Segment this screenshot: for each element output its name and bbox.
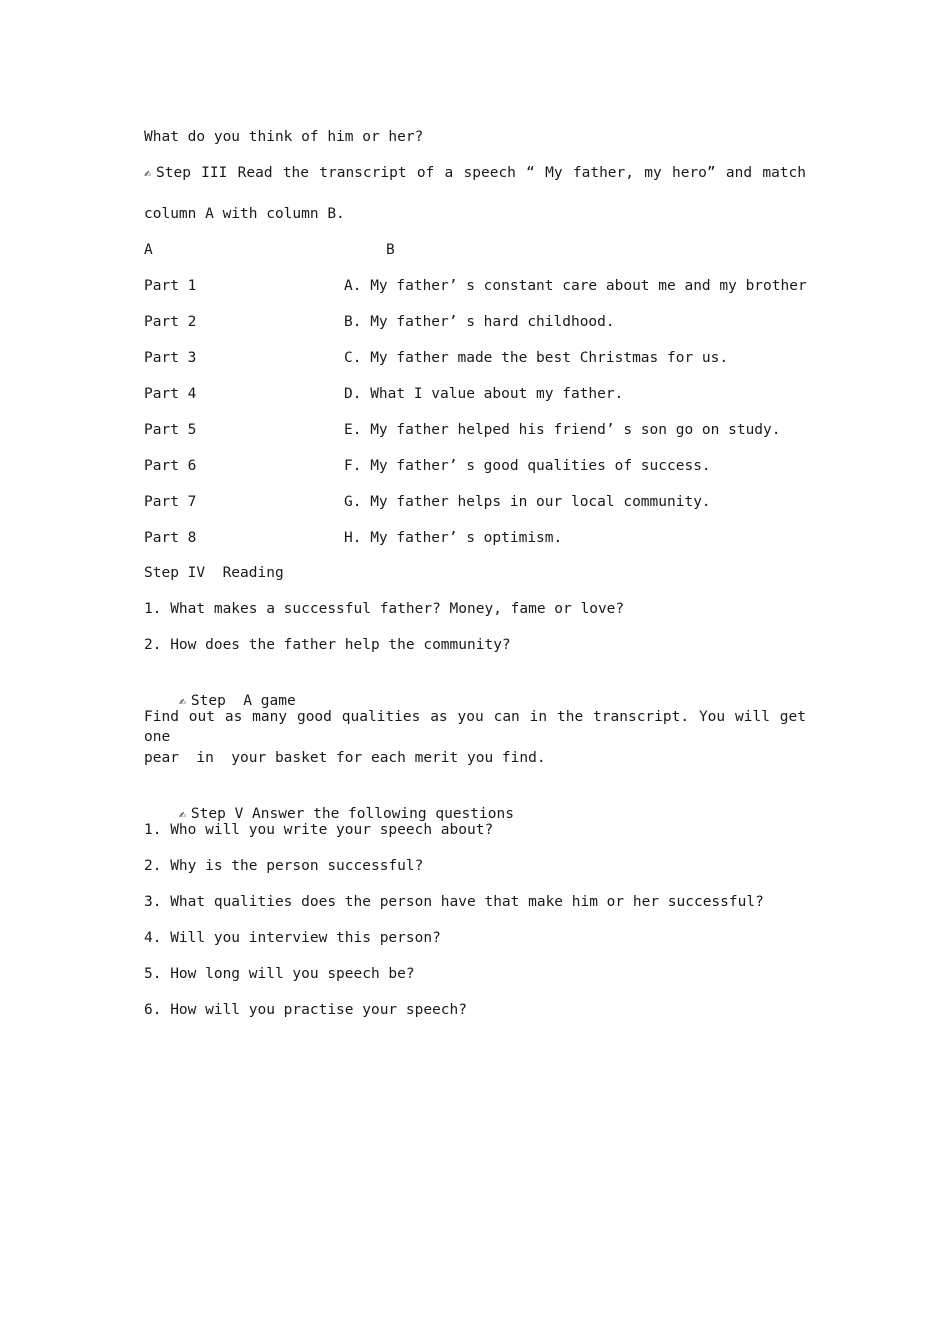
description: H. My father’ s optimism. <box>344 530 563 546</box>
match-row <box>144 492 844 512</box>
column-b-header: B <box>386 242 395 258</box>
part-label: Part 2 <box>144 314 197 330</box>
description: F. My father’ s good qualities of success. <box>344 458 711 474</box>
part-label: Part 6 <box>144 458 197 474</box>
step5-question: 6. How will you practise your speech? <box>144 1002 468 1018</box>
intro-question: What do you think of him or her? <box>144 129 424 145</box>
pencil-hand-icon: ✍ <box>178 694 187 708</box>
pencil-hand-icon: ✍ <box>178 807 187 821</box>
step5-question: 2. Why is the person successful? <box>144 858 424 874</box>
match-row <box>144 456 844 476</box>
game-instruction-line2: pear in your basket for each merit you find. <box>144 750 546 766</box>
part-label: Part 3 <box>144 350 197 366</box>
pencil-hand-icon: ✍ <box>144 166 152 180</box>
description: E. My father helped his friend’ s son go on study. <box>344 422 781 438</box>
step5-question: 5. How long will you speech be? <box>144 966 415 982</box>
step3-instruction-line1 <box>144 163 806 183</box>
column-a-header: A <box>144 242 153 258</box>
step5-question: 4. Will you interview this person? <box>144 930 441 946</box>
step3-instruction-line2: column A with column B. <box>144 206 345 222</box>
step4-title: Step IV Reading <box>144 565 284 581</box>
game-title: Step A game <box>190 693 296 709</box>
description: D. What I value about my father. <box>344 386 624 402</box>
description: B. My father’ s hard childhood. <box>344 314 615 330</box>
match-row <box>144 384 844 404</box>
match-row <box>144 528 844 548</box>
description: G. My father helps in our local community. <box>344 494 711 510</box>
part-label: Part 7 <box>144 494 197 510</box>
match-row <box>144 276 844 296</box>
step4-question: 2. How does the father help the community? <box>144 637 511 653</box>
part-label: Part 1 <box>144 278 197 294</box>
part-label: Part 4 <box>144 386 197 402</box>
match-row <box>144 420 844 440</box>
description: C. My father made the best Christmas for us. <box>344 350 729 366</box>
game-instruction-line1: Find out as many good qualities as you can in the transcript. You will get one <box>144 709 806 745</box>
step5-question: 1. Who will you write your speech about? <box>144 822 494 838</box>
step5-question: 3. What qualities does the person have that make him or her successful? <box>144 894 764 910</box>
step4-question: 1. What makes a successful father? Money, fame or love? <box>144 601 625 617</box>
match-row <box>144 348 844 368</box>
match-table-header <box>144 240 844 260</box>
step3-instruction-text: Step III Read the transcript of a speech “ My father, my hero” and match <box>156 165 806 181</box>
part-label: Part 8 <box>144 530 197 546</box>
step5-title: Step V Answer the following questions <box>190 806 514 822</box>
description: A. My father’ s constant care about me and my brother <box>344 278 807 294</box>
part-label: Part 5 <box>144 422 197 438</box>
match-row <box>144 312 844 332</box>
